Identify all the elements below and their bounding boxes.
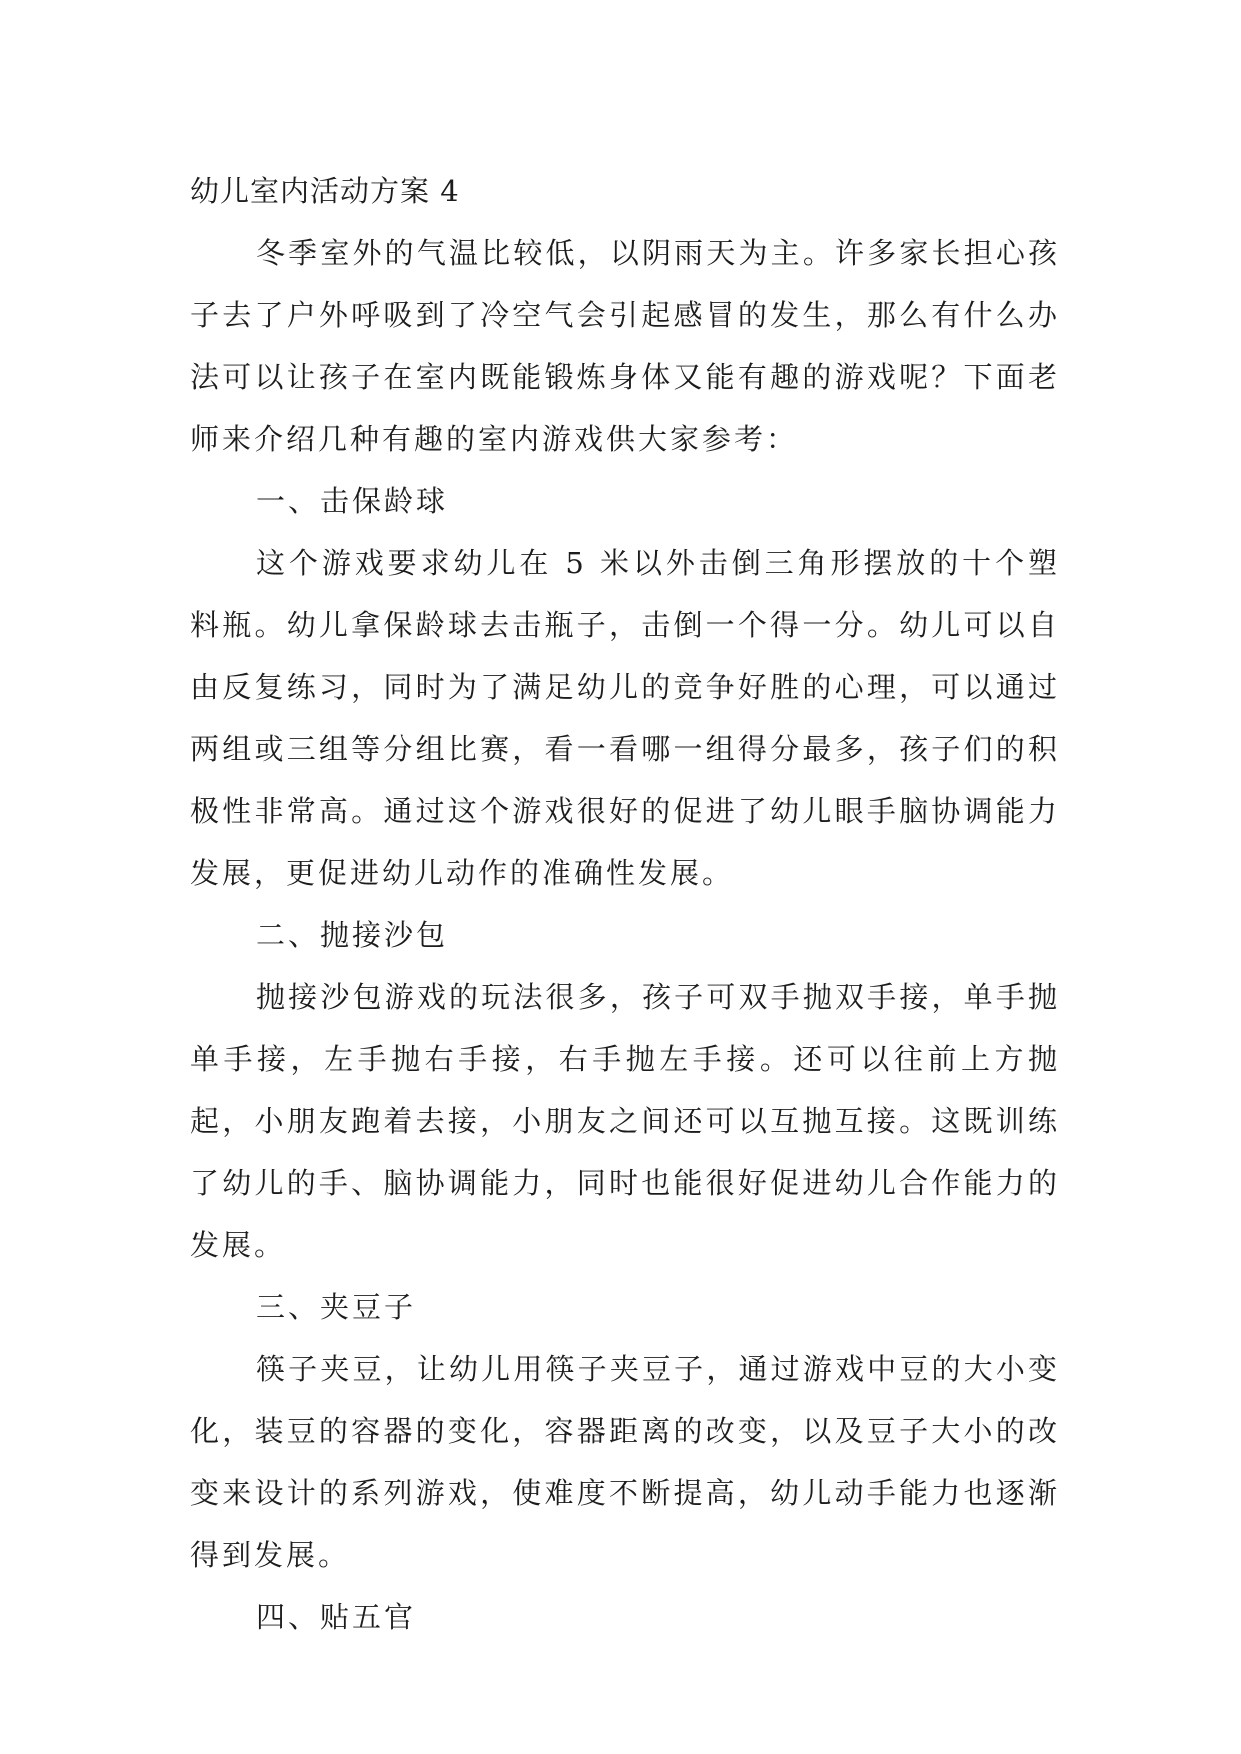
intro-paragraph: 冬季室外的气温比较低，以阴雨天为主。许多家长担心孩子去了户外呼吸到了冷空气会引起感冒的发生，那么有什么办法可以让孩子在室内既能锻炼身体又能有趣的游戏呢？下面老师来介绍几种有趣的室内游戏供大家参考： (190, 236, 1060, 456)
document-content (190, 160, 1060, 1648)
section-heading-sandbag: 二、抛接沙包 (256, 918, 449, 952)
section-body-sandbag: 抛接沙包游戏的玩法很多，孩子可双手抛双手接，单手抛单手接，左手抛右手接，右手抛左手接。还可以往前上方抛起，小朋友跑着去接，小朋友之间还可以互抛互接。这既训练了幼儿的手、脑协调能力，同时也能很好促进幼儿合作能力的发展。 (190, 980, 1060, 1262)
section-heading-facial-features: 四、贴五官 (256, 1600, 417, 1634)
section-body-bowling: 这个游戏要求幼儿在 5 米以外击倒三角形摆放的十个塑料瓶。幼儿拿保龄球去击瓶子，击倒一个得一分。幼儿可以自由反复练习，同时为了满足幼儿的竞争好胜的心理，可以通过两组或三组等分组比赛，看一看哪一组得分最多，孩子们的积极性非常高。通过这个游戏很好的促进了幼儿眼手脑协调能力发展，更促进幼儿动作的准确性发展。 (190, 546, 1060, 890)
section-heading-bowling: 一、击保龄球 (256, 484, 449, 518)
section-heading-beans: 三、夹豆子 (256, 1290, 417, 1324)
section-body-beans: 筷子夹豆，让幼儿用筷子夹豆子，通过游戏中豆的大小变化，装豆的容器的变化，容器距离的改变，以及豆子大小的改变来设计的系列游戏，使难度不断提高，幼儿动手能力也逐渐得到发展。 (190, 1352, 1060, 1572)
document-title: 幼儿室内活动方案 4 (190, 174, 460, 208)
